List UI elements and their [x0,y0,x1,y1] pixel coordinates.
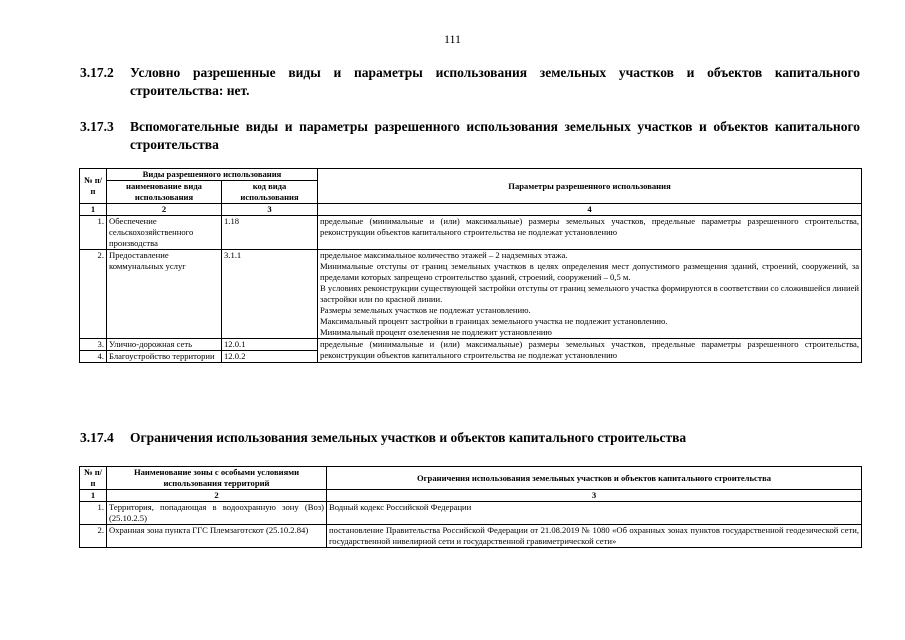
zone-name: Охранная зона пункта ГГС Племзаготскот (25.10.2.84) [107,525,327,548]
column-index: 1 [80,204,107,216]
column-index: 4 [318,204,862,216]
header-num: № п/п [80,467,107,490]
use-name: Предоставление коммунальных услуг [107,250,222,339]
use-name: Обеспечение сельскохозяйственного производства [107,216,222,250]
permitted-use-table [79,168,862,363]
section-3173 [80,118,860,154]
row-number: 2. [80,525,107,548]
section-title: Ограничения использования земельных участков и объектов капитального строительства [130,430,687,445]
section-title: Условно разрешенные виды и параметры использования земельных участков и объектов капитального строительства: нет. [130,65,860,98]
table-row [80,250,862,339]
row-number: 4. [80,351,107,363]
section-3174 [80,430,860,446]
restriction-text: постановление Правительства Российской Федерации от 21.08.2019 № 1080 «Об охранных зонах пунктов государственной геодезической сети, государственной нивелирной сети и государственной гравиметрической сети» [327,525,862,548]
use-code: 12.0.2 [222,351,318,363]
page-number: 111 [443,32,462,46]
use-code: 3.1.1 [222,250,318,339]
column-index: 2 [107,204,222,216]
section-title: Вспомогательные виды и параметры разрешенного использования земельных участков и объектов капитального строительства [130,119,860,152]
param-line: В условиях реконструкции существующей застройки отступы от границ земельного участка формируются в соответствии со сложившейся линией застройки или по красной линии. [320,283,860,304]
table-row [80,339,862,351]
row-number: 2. [80,250,107,339]
use-name: Благоустройство территории [107,351,222,363]
header-params: Параметры разрешенного использования [318,169,862,204]
section-3172 [80,64,860,100]
param-line: Минимальный процент озеленения не подлежит установлению [320,327,552,337]
row-number: 1. [80,502,107,525]
column-index: 3 [222,204,318,216]
header-restrictions: Ограничения использования земельных участков и объектов капитального строительства [327,467,862,490]
header-code: код вида использования [222,181,318,204]
use-params [318,250,862,339]
section-number: 3.17.3 [80,119,114,134]
use-code: 1.18 [222,216,318,250]
table-row [80,525,862,548]
param-line: Минимальные отступы от границ земельных участков в целях определения мест допустимого размещения зданий, строений, сооружений, за пределами которых запрещено строительство зданий, строений, сооружений – 0,5 м. [320,261,860,282]
section-number: 3.17.2 [80,65,114,80]
section-number: 3.17.4 [80,430,114,445]
header-name: наименование вида использования [107,181,222,204]
use-params: предельные (минимальные и (или) максимальные) размеры земельных участков, предельные параметры разрешенного строительства, реконструкции объектов капитального строительства не подлежат установлению [318,339,862,363]
header-group: Виды разрешенного использования [107,169,318,181]
column-index: 2 [107,490,327,502]
table-row [80,216,862,250]
column-index: 1 [80,490,107,502]
use-code: 12.0.1 [222,339,318,351]
param-line: предельное максимальное количество этажей – 2 надземных этажа. [320,250,568,260]
row-number: 1. [80,216,107,250]
zone-name: Территория, попадающая в водоохранную зону (Воз) (25.10.2.5) [107,502,327,525]
header-zone: Наименование зоны с особыми условиями использования территорий [107,467,327,490]
use-name: Улично-дорожная сеть [107,339,222,351]
restrictions-table [79,466,862,548]
row-number: 3. [80,339,107,351]
use-params: предельные (минимальные и (или) максимальные) размеры земельных участков, предельные параметры разрешенного строительства, реконструкции объектов капитального строительства не подлежат установлению [318,216,862,250]
restriction-text: Водный кодекс Российской Федерации [327,502,862,525]
param-line: Размеры земельных участков не подлежат установлению. [320,305,531,315]
table-row [80,502,862,525]
header-num: № п/п [80,169,107,204]
column-index: 3 [327,490,862,502]
param-line: Максимальный процент застройки в границах земельного участка не подлежит установлению. [320,316,668,326]
